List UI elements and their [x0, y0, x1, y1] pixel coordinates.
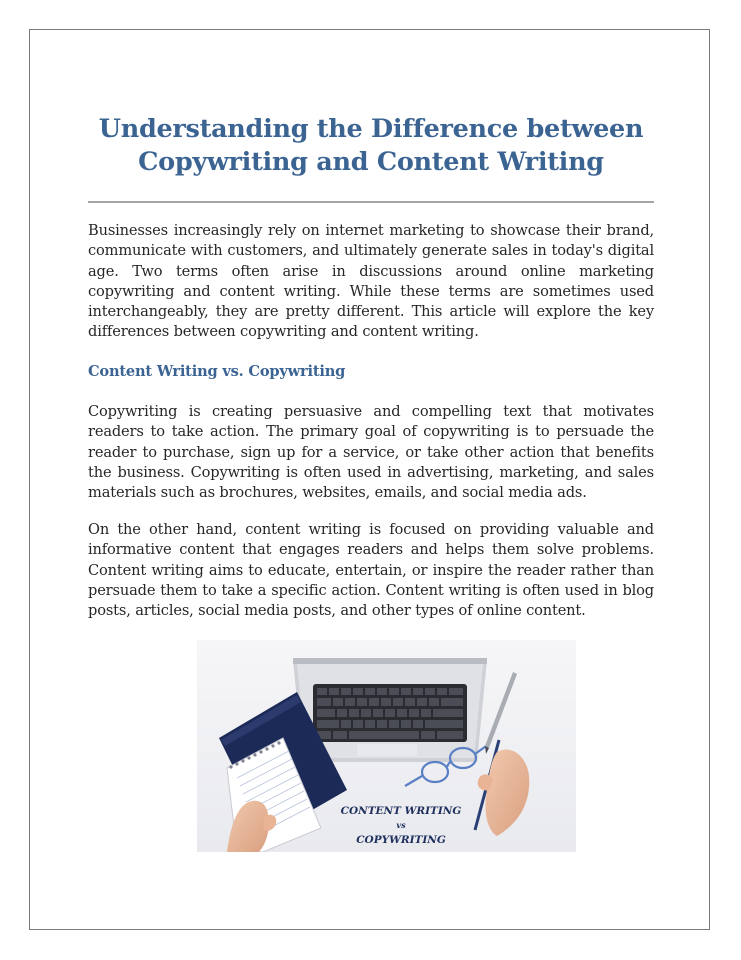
document-title — [88, 113, 654, 179]
intro-paragraph: Businesses increasingly rely on internet marketing to showcase their brand, communicate with customers, and ultimately generate sales in today's digital age. Two terms often arise in discussions around online marketing copywriting and content writing. While these terms are sometimes used interchangeably, they are pretty different. This article will explore the key differences between copywriting and content writing. — [88, 222, 654, 341]
content-writing-paragraph: On the other hand, content writing is focused on providing valuable and informative content that engages readers and helps them solve problems. Content writing aims to educate, entertain, or inspire the reader rather than persuade them to take a specific action. Content writing is often used in blog posts, articles, social media posts, and other types of online content. — [88, 521, 654, 620]
image-caption-line-3: COPYWRITING — [356, 834, 446, 846]
article-image — [197, 640, 576, 852]
section-heading: Content Writing vs. Copywriting — [88, 363, 346, 380]
image-caption-line-2: vs — [396, 820, 406, 830]
image-caption-line-1: CONTENT WRITING — [340, 805, 462, 817]
copywriting-paragraph: Copywriting is creating persuasive and compelling text that motivates readers to take action. The primary goal of copywriting is to persuade the reader to purchase, sign up for a service, or take other action that benefits the business. Copywriting is often used in advertising, marketing, and sales materials such as brochures, websites, emails, and social media ads. — [88, 403, 654, 502]
laptop-desk-illustration — [197, 640, 576, 852]
title-line-2: Copywriting and Content Writing — [138, 147, 604, 177]
title-line-1: Understanding the Difference between — [98, 114, 644, 144]
title-divider — [88, 201, 654, 203]
